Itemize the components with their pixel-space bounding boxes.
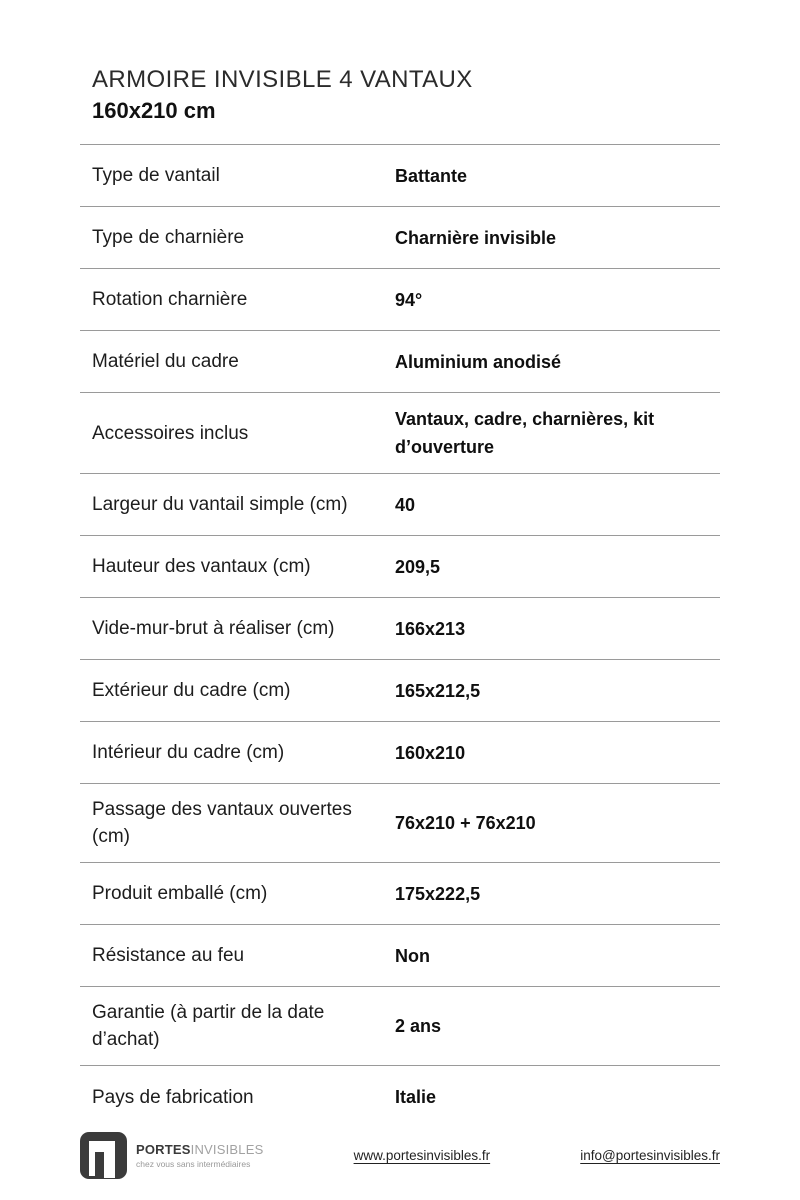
spec-label: Hauteur des vantaux (cm) [92, 556, 311, 577]
spec-label: Type de vantail [92, 165, 220, 186]
spec-value: 209,5 [395, 556, 441, 577]
table-row [80, 145, 720, 207]
spec-label: Type de charnière [92, 227, 245, 248]
table-row [80, 393, 720, 474]
spec-value: 165x212,5 [395, 680, 481, 701]
spec-label: Largeur du vantail simple (cm) [92, 494, 348, 515]
spec-value: 40 [395, 494, 416, 515]
spec-value: Italie [395, 1087, 437, 1107]
spec-label: Rotation charnière [92, 289, 248, 310]
spec-value: Aluminium anodisé [395, 351, 562, 372]
table-row [80, 784, 720, 863]
table-row [80, 660, 720, 722]
page-header [80, 0, 720, 144]
brand-logo [80, 1132, 263, 1179]
spec-table [80, 144, 720, 1128]
spec-label: Intérieur du cadre (cm) [92, 742, 285, 763]
spec-label: Garantie (à partir de la date d’achat) [92, 1002, 325, 1050]
spec-label: Produit emballé (cm) [92, 883, 268, 904]
brand-name-light: INVISIBLES [190, 1142, 264, 1157]
spec-value: 2 ans [395, 1016, 442, 1036]
spec-value: 94° [395, 289, 423, 310]
spec-label: Vide-mur-brut à réaliser (cm) [92, 618, 335, 639]
spec-value: 166x213 [395, 618, 466, 639]
brand-name [136, 1142, 263, 1157]
product-title: ARMOIRE INVISIBLE 4 VANTAUX [92, 66, 473, 93]
spec-value: Non [395, 945, 430, 966]
email-link[interactable]: info@portesinvisibles.fr [580, 1148, 720, 1163]
table-row [80, 331, 720, 393]
table-row [80, 598, 720, 660]
brand-tagline: chez vous sans intermédiaires [136, 1159, 251, 1169]
product-size: 160x210 cm [92, 97, 216, 123]
table-row [80, 207, 720, 269]
spec-value: 76x210 + 76x210 [395, 813, 536, 833]
spec-value: 160x210 [395, 742, 466, 763]
spec-value: Charnière invisible [395, 227, 557, 248]
spec-value: Battante [395, 165, 468, 186]
spec-value: 175x222,5 [395, 883, 481, 904]
table-row [80, 722, 720, 784]
table-row [80, 987, 720, 1066]
spec-value: Vantaux, cadre, charnières, kit d’ouverture [395, 409, 655, 457]
spec-label: Extérieur du cadre (cm) [92, 680, 291, 701]
table-row [80, 1066, 720, 1128]
spec-label: Pays de fabrication [92, 1086, 254, 1108]
table-row [80, 863, 720, 925]
table-row [80, 269, 720, 331]
brand-name-bold: PORTES [136, 1142, 191, 1157]
table-row [80, 536, 720, 598]
spec-label: Accessoires inclus [92, 422, 249, 444]
table-row [80, 474, 720, 536]
spec-label: Passage des vantaux ouvertes (cm) [92, 799, 352, 847]
spec-label: Résistance au feu [92, 945, 245, 966]
door-frame-icon [80, 1132, 127, 1179]
page-footer [0, 1132, 800, 1179]
table-row [80, 925, 720, 987]
website-link[interactable]: www.portesinvisibles.fr [353, 1148, 491, 1163]
spec-label: Matériel du cadre [92, 351, 239, 372]
